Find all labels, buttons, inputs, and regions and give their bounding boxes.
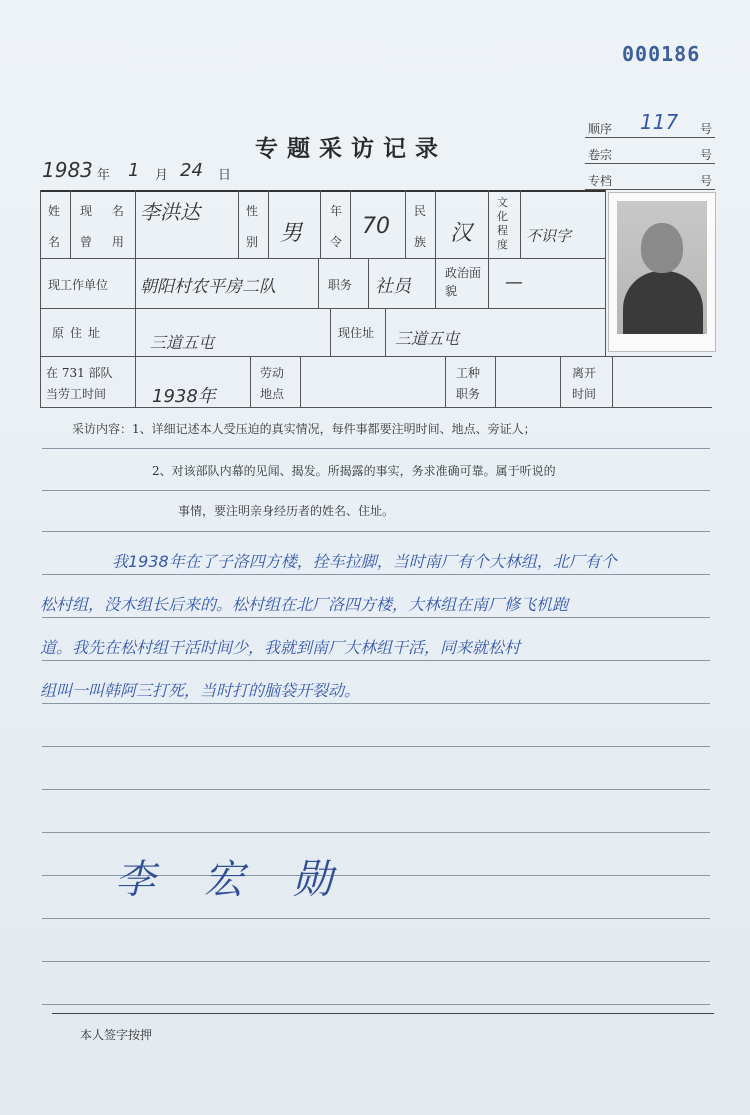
order-label: 顺序 xyxy=(588,122,613,136)
date-year-label: 年 xyxy=(97,168,111,183)
narrative-line-3: 道。我先在松村组干活时间少，我就到南厂大林组干活，同来就松村 xyxy=(40,638,521,657)
instruction-line-2: 2、对该部队内幕的见闻、揭发。所揭露的事实，务求准确可靠。属于听说的 xyxy=(152,464,556,478)
date-month-label: 月 xyxy=(155,168,169,183)
job-type-label-2: 职务 xyxy=(456,387,481,401)
narrative-line-4: 组叫一叫韩阿三打死，当时打的脑袋开裂动。 xyxy=(40,681,361,700)
labor-time-label-1: 在 731 部队 xyxy=(46,366,113,380)
age-label-1: 年 xyxy=(330,204,343,218)
handwritten-signature: 李 宏 勋 xyxy=(115,857,351,903)
instruction-line-1: 采访内容：1、详细记述本人受压迫的真实情况，每件事都要注明时间、地点、旁证人； xyxy=(72,422,536,436)
education-value: 不识字 xyxy=(526,227,572,245)
instruction-line-3: 事情，要注明亲身经历者的姓名、住址。 xyxy=(178,504,395,518)
narrative-line-2: 松村组，没木组长后来的。松村组在北厂洛四方楼，大林组在南厂修飞机跑 xyxy=(40,595,569,614)
file-unit: 号 xyxy=(700,174,713,188)
job-label: 职务 xyxy=(328,278,353,292)
volume-label: 卷宗 xyxy=(588,148,613,162)
job-value: 社员 xyxy=(375,276,411,297)
name-value: 李洪达 xyxy=(140,200,200,224)
current-name-label: 现 名 xyxy=(80,204,132,218)
labor-place-label-2: 地点 xyxy=(260,387,285,401)
name-label-2: 名 xyxy=(48,235,61,249)
work-unit-label: 现工作单位 xyxy=(48,278,109,292)
labor-time-value: 1938年 xyxy=(152,386,216,407)
order-value: 117 xyxy=(640,110,679,134)
portrait-photo xyxy=(608,192,716,352)
age-label-2: 令 xyxy=(330,235,343,249)
date-month: 1 xyxy=(128,160,140,181)
labor-time-label-2: 当劳工时间 xyxy=(46,387,107,401)
politics-label: 政治面貌 xyxy=(445,266,482,298)
gender-label-1: 性 xyxy=(246,204,259,218)
education-label: 文化程度 xyxy=(497,196,508,251)
narrative-line-1: 我1938年在了子洛四方楼，拴车拉脚，当时南厂有个大林组，北厂有个 xyxy=(112,552,617,571)
former-name-label: 曾 用 xyxy=(80,235,132,249)
ethnicity-value: 汉 xyxy=(450,221,473,246)
portrait-body-shape xyxy=(623,271,703,334)
ethnicity-label-2: 族 xyxy=(414,235,427,249)
orig-address-value: 三道五屯 xyxy=(150,333,215,352)
portrait-head-shape xyxy=(641,223,683,273)
orig-address-label: 原住址 xyxy=(52,326,107,340)
gender-value: 男 xyxy=(280,221,303,246)
labor-place-label-1: 劳动 xyxy=(260,366,285,380)
file-label: 专档 xyxy=(588,174,613,188)
leave-label-1: 离开 xyxy=(572,366,597,380)
date-year: 1983 xyxy=(42,158,93,182)
leave-label-2: 时间 xyxy=(572,387,597,401)
order-unit: 号 xyxy=(700,122,713,136)
date-day-label: 日 xyxy=(218,168,232,183)
cur-address-value: 三道五屯 xyxy=(395,329,460,348)
cur-address-label: 现住址 xyxy=(338,326,375,340)
name-label-1: 姓 xyxy=(48,204,61,218)
page-title: 专题采访记录 xyxy=(255,135,447,162)
ethnicity-label-1: 民 xyxy=(414,204,427,218)
job-type-label-1: 工种 xyxy=(456,366,481,380)
date-day: 24 xyxy=(180,160,203,181)
politics-value: — xyxy=(505,272,523,293)
gender-label-2: 别 xyxy=(246,235,259,249)
volume-unit: 号 xyxy=(700,148,713,162)
work-unit-value: 朝阳村农平房二队 xyxy=(140,277,276,297)
serial-number: 000186 xyxy=(622,42,701,66)
age-value: 70 xyxy=(362,214,390,239)
signature-footer-label: 本人签字按押 xyxy=(80,1028,153,1042)
